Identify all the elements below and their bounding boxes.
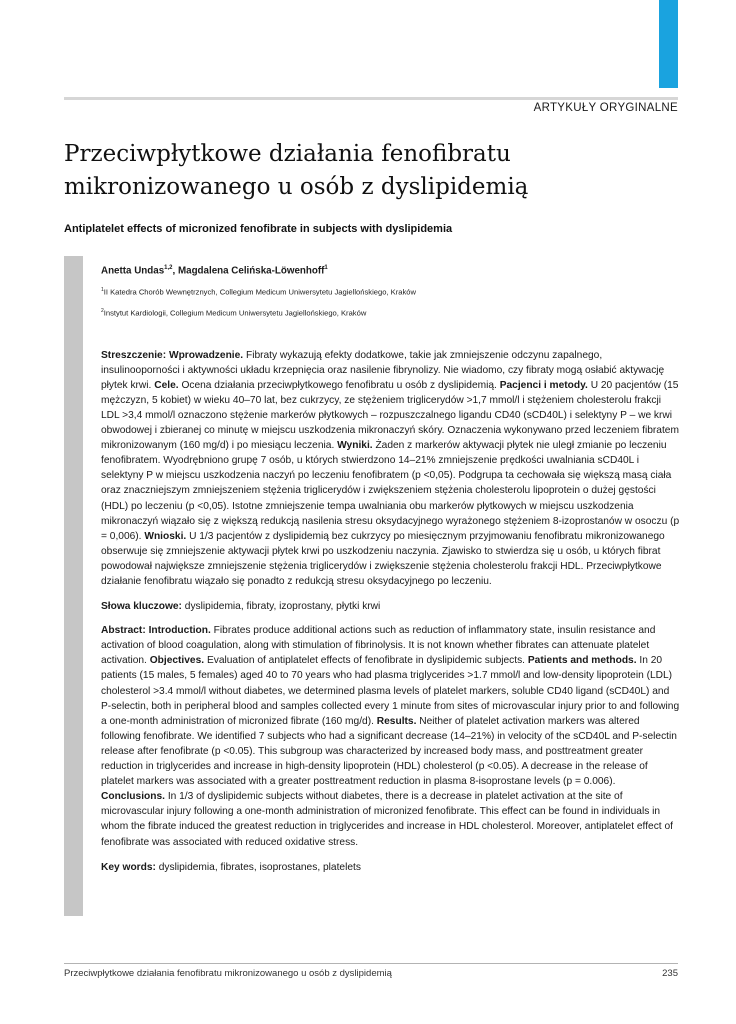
article-body: [101, 261, 681, 875]
section-heading: Wnioski.: [144, 530, 187, 542]
section-heading: Pacjenci i metody.: [499, 379, 588, 391]
section-heading: Cele.: [154, 379, 179, 391]
section-text: Ocena działania przeciwpłytkowego fenofibratu u osób z dyslipidemią.: [181, 379, 497, 391]
section-text: Żaden z markerów aktywacji płytek nie uległ zmianie po leczeniu fenofibratem. Wyodrębniono grupę 7 osób, u których stwierdzono 14–21% zmniejszenie prędkości uwalniania sCD40L i selektyny P w miejscu uszkodzenia naczyń po leczeniu fenofibratem (p <0,05). Podgrupa ta cechowała się większą masą ciała oraz znaczniejszym zmniejszeniem stężenia triglicerydów i zwiększeniem stężenia cholesterolu lipoprotein o dużej gęstości (HDL) po leczeniu (p <0,05). Istotne zmniejszenie tempa uwalniania obu markerów płytkowych w miejscu uszkodzenia mikronaczyń wiązało się z większą redukcją nasilenia stresu oksydacyjnego wyrażonego stężeniem 8-izoprostanów w osoczu (p = 0,006).: [101, 440, 680, 542]
abstract-label: Streszczenie:: [101, 349, 167, 361]
section-text: In 1/3 of dyslipidemic subjects without diabetes, there is a decrease in platelet activation at the site of microvascular injury following a one-month administration of micronized fenofibrate. This effect can be found in individuals in whom the fibrate induced the greatest reduction in triglycerides and increase in HDL cholesterol. Moreover, antiplatelet effect of fenofibrate was associated with reduced oxidative stress.: [101, 791, 673, 848]
author-list: [101, 261, 681, 278]
footer-rule: [64, 963, 678, 964]
author-separator: ,: [172, 265, 178, 277]
section-text: Evaluation of antiplatelet effects of fenofibrate in dyslipidemic subjects.: [206, 655, 526, 667]
accent-tab: [659, 0, 678, 88]
section-heading: Wprowadzenie.: [168, 349, 244, 361]
keywords-english: [101, 860, 681, 875]
section-heading: Conclusions.: [101, 791, 165, 803]
keywords-label: Key words:: [101, 861, 156, 873]
abstract-polish: [101, 348, 681, 590]
article-subtitle: Antiplatelet effects of micronized fenofibrate in subjects with dyslipidemia: [64, 223, 453, 235]
affiliation: [101, 283, 681, 300]
section-text: Fibraty wykazują efekty dodatkowe, takie jak zmniejszenie odczynu zapalnego, insulinooporności i aktywności układu krzepnięcia oraz nasilenie fibrynolizy. Nie wiadomo, czy fibraty mogą osłabić aktywację płytek krwi.: [101, 349, 665, 391]
author-affiliation-mark: 1: [324, 265, 328, 271]
keywords-text: dyslipidemia, fibrates, isoprostanes, platelets: [158, 861, 361, 873]
section-heading: Introduction.: [148, 625, 211, 637]
section-text: Neither of platelet activation markers was altered following fenofibrate. We identified 7 subjects who had a significant decrease (14–21%) in velocity of the sCD40L and P-selectin release after fenofibrate (p <0.05). This subgroup was characterized by increased body mass, and posttreatment greater reduction in triglycerides and increase in high-density lipoprotein (HDL) cholesterol (p <0.05). A decrease in the release of platelet markers was associated with a greater posttreatment reduction in plasma 8-isoprostane levels (p = 0.006).: [101, 715, 677, 788]
page-number: 235: [662, 968, 678, 979]
abstract-label: Abstract:: [101, 625, 146, 637]
affiliation-text: Instytut Kardiologii, Collegium Medicum Uniwersytetu Jagiellońskiego, Kraków: [103, 308, 367, 318]
section-heading: Results.: [376, 715, 417, 727]
section-text: In 20 patients (15 males, 5 females) aged 40 to 70 years who had plasma triglycerides >1.7 mmol/l and low-density lipoprotein (LDL) cholesterol >3.4 mmol/l without diabetes, we determined plasma levels of platelet markers, soluble CD40 ligand (sCD40L) and P-selectin, both in peripheral blood and samples collected every 1 minute from sites of microvascular injury prior to and following a one-month administration of micronized fibrate (160 mg/d).: [101, 655, 680, 727]
section-text: U 20 pacjentów (15 mężczyzn, 5 kobiet) w wieku 40–70 lat, bez cukrzycy, ze stężeniem triglicerydów >1,7 mmol/l i stężeniem cholesterolu frakcji LDL >3,4 mmol/l oznaczono stężenie markerów płytkowych – rozpuszczalnego ligandu CD40 (sCD40L) i selektyny P – we krwi obwodowej i zbieranej co minutę w miejscu uszkodzenia mikronaczyń skóry. Oznaczenia wykonywano przed leczeniem fibratem mikronizowanym (160 mg/d) i po miesiącu leczenia.: [101, 379, 679, 452]
keywords-polish: [101, 599, 681, 614]
section-heading: Objectives.: [149, 655, 205, 667]
section-heading: Wyniki.: [337, 440, 373, 452]
header-rule: [64, 97, 678, 100]
affiliation-number: 2: [101, 307, 104, 314]
affiliation: [101, 304, 681, 321]
section-text: Fibrates produce additional actions such as reduction of inflammatory state, insulin resistance and activation of blood coagulation, along with stimulation of fibrinolysis. It is not known whether fibrates can attenuate platelet activation.: [101, 625, 656, 667]
author-affiliation-mark: 1,2: [164, 265, 173, 271]
section-heading: Patients and methods.: [527, 655, 637, 667]
section-label: ARTYKUŁY ORYGINALNE: [533, 102, 678, 114]
author-name: Magdalena Celińska-Löwenhoff: [177, 265, 325, 277]
section-text: U 1/3 pacjentów z dyslipidemią bez cukrzycy po miesięcznym przyjmowaniu fenofibratu mikronizowanego obserwuje się zmniejszenie aktywacji płytek krwi po uszkodzeniu naczynia. Zjawisko to stwierdza się u osób, u których fibrat powodował największe zmniejszenie stężenia triglicerydów i zwiększenie stężenia cholesterolu frakcji HDL. Przeciwpłytkowe działanie fenofibratu wiązało się ponadto z redukcją stresu oksydacyjnego po leczeniu.: [101, 530, 665, 588]
affiliation-number: 1: [101, 287, 104, 294]
author-name: Anetta Undas: [101, 265, 165, 277]
keywords-text: dyslipidemia, fibraty, izoprostany, płytki krwi: [184, 601, 381, 613]
running-title: Przeciwpłytkowe działania fenofibratu mikronizowanego u osób z dyslipidemią: [64, 968, 392, 979]
article-title: Przeciwpłytkowe działania fenofibratu mikronizowanego u osób z dyslipidemią: [64, 141, 529, 200]
abstract-english: [101, 623, 681, 849]
affiliation-text: II Katedra Chorób Wewnętrznych, Collegium Medicum Uniwersytetu Jagiellońskiego, Kraków: [103, 287, 416, 297]
sidebar-decoration: [64, 256, 83, 916]
keywords-label: Słowa kluczowe:: [101, 601, 182, 613]
